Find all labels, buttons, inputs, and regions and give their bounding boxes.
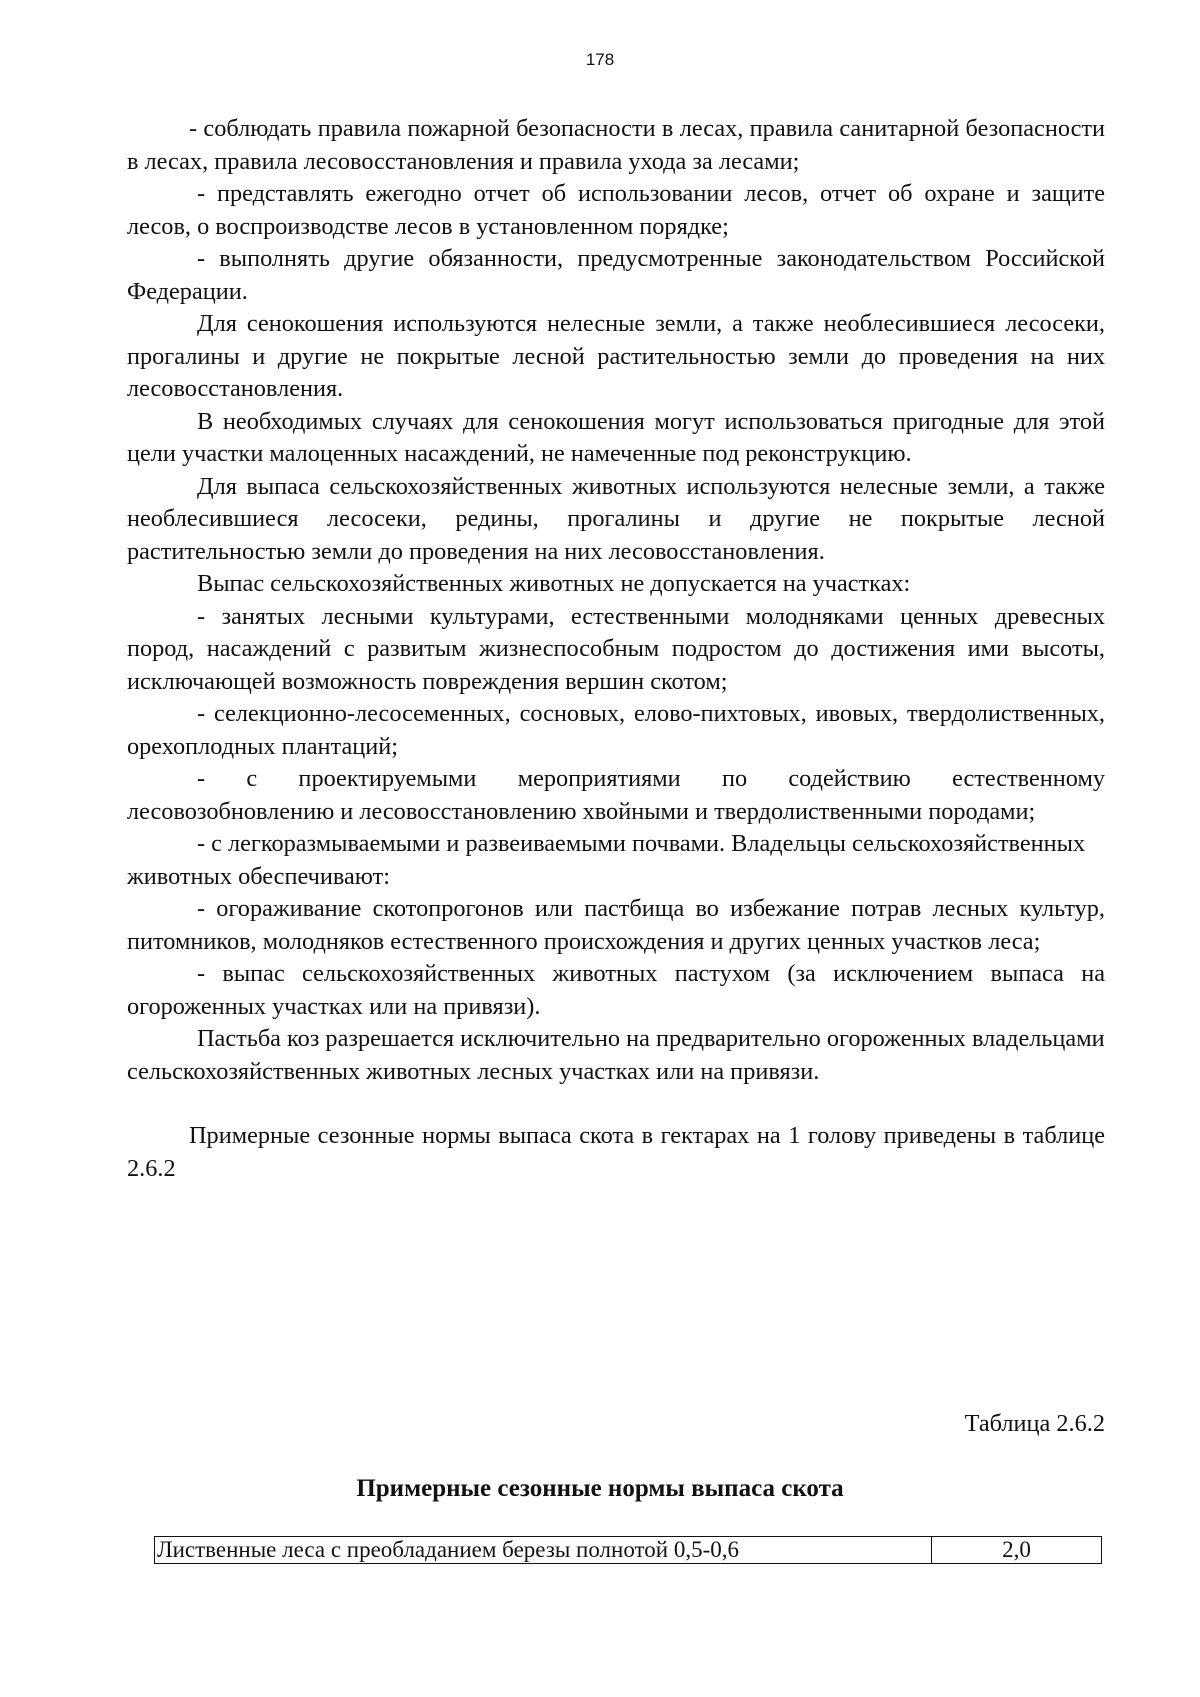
paragraph: Для выпаса сельскохозяйственных животных используются нелесные земли, а также необлесившиеся лесосеки, редины, прогалины и другие не покрытые лесной растительностью земли до проведения на них лесовосстановления. [127, 472, 1105, 565]
paragraph: - соблюдать правила пожарной безопасности в лесах, правила санитарной безопасности в лесах, правила лесовосстановления и правила ухода за лесами; [127, 115, 1105, 175]
paragraph: - селекционно-лесосеменных, сосновых, елово-пихтовых, ивовых, твердолиственных, орехоплодных плантаций; [127, 700, 1105, 760]
paragraph: В необходимых случаях для сенокошения могут использоваться пригодные для этой цели участки малоценных насаждений, не намеченные под реконструкцию. [127, 407, 1105, 467]
table-cell-norm-value: 2,0 [932, 1537, 1102, 1564]
paragraph: Пастьба коз разрешается исключительно на предварительно огороженных владельцами сельскохозяйственных животных лесных участках или на привязи. [127, 1025, 1105, 1085]
paragraph: Для сенокошения используются нелесные земли, а также необлесившиеся лесосеки, прогалины и другие не покрытые лесной растительностью земли до проведения на них лесовосстановления. [127, 310, 1105, 402]
grazing-norms-table [154, 1536, 1102, 1564]
paragraph: Выпас сельскохозяйственных животных не допускается на участках: [197, 570, 911, 597]
paragraph: Примерные сезонные нормы выпаса скота в гектарах на 1 голову приведены в таблице 2.6.2 [127, 1122, 1105, 1182]
table-cell-forest-type: Лиственные леса с преобладанием березы полнотой 0,5-0,6 [155, 1537, 932, 1564]
paragraph: - занятых лесными культурами, естественными молодняками ценных древесных пород, насаждений с развитым жизнеспособным подростом до достижения ими высоты, исключающей возможность повреждения вершин скотом; [127, 602, 1105, 695]
paragraph: - огораживание скотопрогонов или пастбища во избежание потрав лесных культур, питомников, молодняков естественного происхождения и других ценных участков леса; [127, 895, 1105, 955]
table-row [155, 1537, 1102, 1564]
page-number: 178 [585, 50, 615, 69]
paragraph: - с проектируемыми мероприятиями по содействию естественному лесовозобновлению и лесовосстановлению хвойными и твердолиственными породами; [127, 765, 1105, 825]
paragraph: - выпас сельскохозяйственных животных пастухом (за исключением выпаса на огороженных участках или на привязи). [127, 960, 1105, 1020]
paragraph-spacer [127, 1088, 1105, 1120]
paragraph: - с легкоразмываемыми и развеиваемыми почвами. Владельцы сельскохозяйственных животных обеспечивают: [127, 830, 1086, 890]
paragraph: - выполнять другие обязанности, предусмотренные законодательством Российской Федерации. [127, 245, 1105, 305]
body-text [127, 113, 1105, 1185]
table-caption: Таблица 2.6.2 [964, 1410, 1105, 1437]
table-title: Примерные сезонные нормы выпаса скота [356, 1475, 844, 1502]
paragraph: - представлять ежегодно отчет об использовании лесов, отчет об охране и защите лесов, о воспроизводстве лесов в установленном порядке; [127, 180, 1105, 240]
